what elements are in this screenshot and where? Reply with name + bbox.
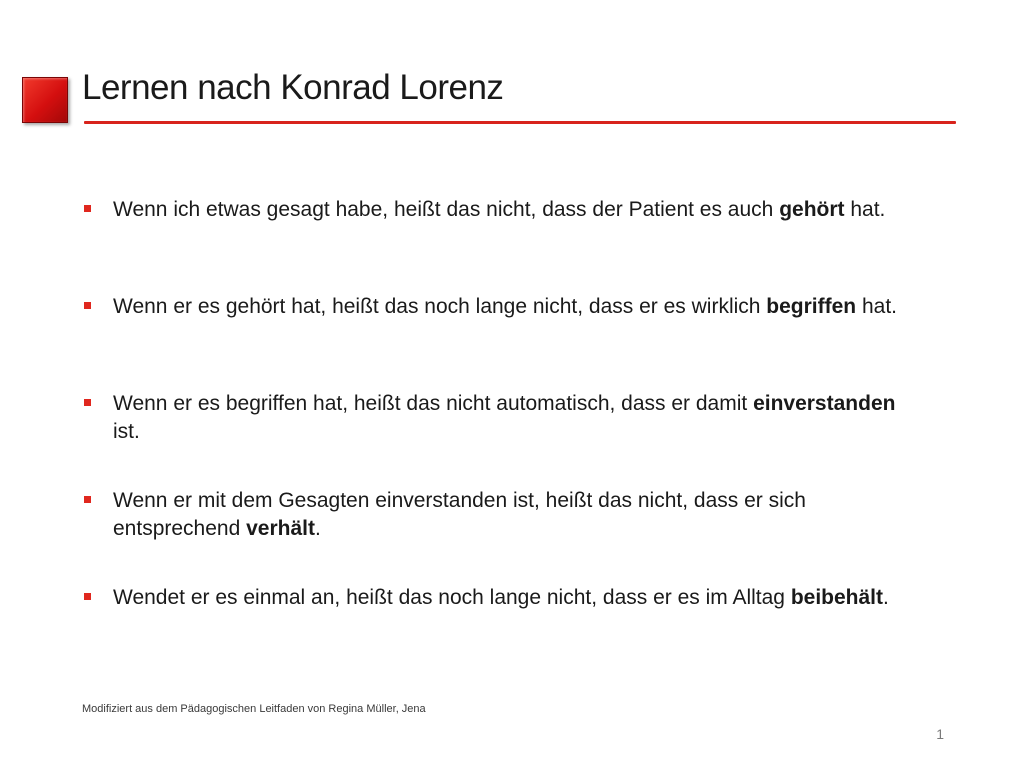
square-bullet-icon [84, 593, 91, 600]
bullet-item [84, 584, 904, 640]
bullet-list [84, 196, 904, 681]
bullet-emphasis: gehört [779, 198, 845, 221]
title-underline [84, 121, 956, 124]
bullet-item [84, 196, 904, 252]
square-bullet-icon [84, 496, 91, 503]
page-number: 1 [936, 726, 944, 742]
bullet-text: Wenn er es begriffen hat, heißt das nicht automatisch, dass er damit einverstanden ist. [113, 392, 896, 443]
source-footnote: Modifiziert aus dem Pädagogischen Leitfaden von Regina Müller, Jena [82, 703, 426, 715]
bullet-text: Wendet er es einmal an, heißt das noch lange nicht, dass er es im Alltag beibehält. [113, 586, 889, 609]
bullet-item [84, 293, 904, 349]
bullet-emphasis: verhält [246, 517, 315, 540]
bullet-text: Wenn er es gehört hat, heißt das noch lange nicht, dass er es wirklich begriffen hat. [113, 295, 898, 318]
slide-marker [22, 77, 68, 123]
bullet-emphasis: beibehält [790, 586, 884, 609]
square-bullet-icon [84, 399, 91, 406]
bullet-item [84, 390, 904, 446]
square-bullet-icon [84, 205, 91, 212]
bullet-text: Wenn ich etwas gesagt habe, heißt das nicht, dass der Patient es auch gehört hat. [113, 198, 886, 221]
bullet-emphasis: begriffen [766, 295, 857, 318]
bullet-text: Wenn er mit dem Gesagten einverstanden ist, heißt das nicht, dass er sich entsprechend verhält. [113, 489, 806, 540]
bullet-emphasis: einverstanden [753, 392, 896, 415]
slide-title: Lernen nach Konrad Lorenz [82, 68, 504, 107]
bullet-item [84, 487, 904, 543]
square-bullet-icon [84, 302, 91, 309]
